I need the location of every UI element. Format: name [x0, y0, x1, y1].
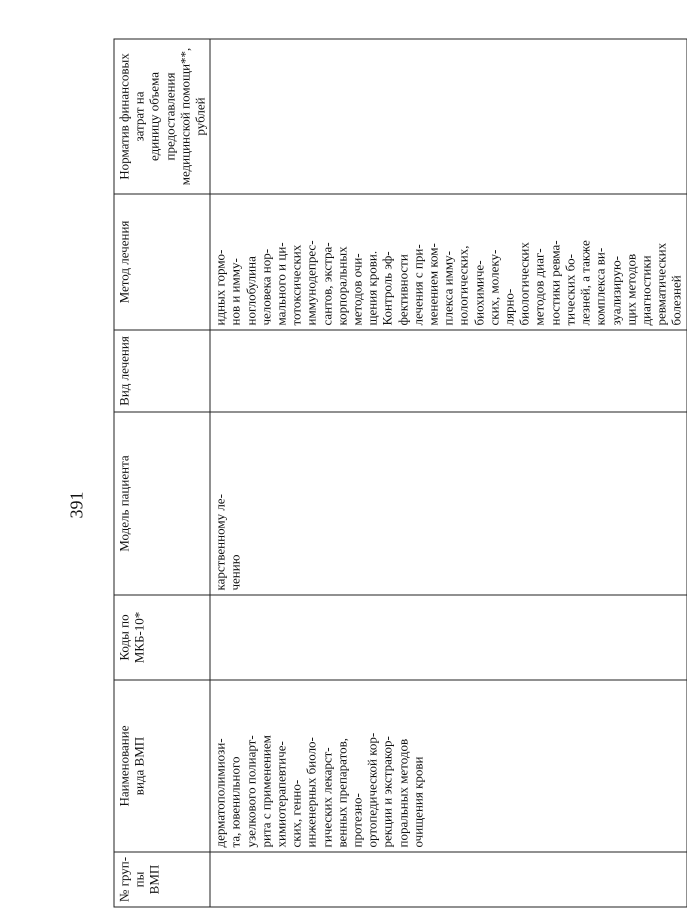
column-header-treatment-type: Вид лечения: [114, 330, 210, 412]
cell-treatment-type: [210, 330, 686, 412]
column-header-cost-norm: Норматив финансовых затрат на единицу объема предоставления медицинской помощи**, рублей: [114, 39, 210, 194]
column-header-patient-model: Модель пациента: [114, 412, 210, 595]
cell-vmp-name: дерматополимиози- та, ювенильного узелкового полиарт- рита с применением химиотерапевтиче- ских, генно- инженерных биоло- гических лекарст- венных препаратов, протезно- ортопедической кор- рекции и экстракор- поральных методов очищения крови: [210, 680, 686, 852]
column-header-vmp-name: Наименование вида ВМП: [114, 680, 210, 852]
column-header-treatment-method: Метод лечения: [114, 194, 210, 330]
column-header-icd-codes: Коды по МКБ-10*: [114, 595, 210, 680]
cell-cost-norm: [210, 39, 686, 194]
cell-patient-model: карственному ле- чению: [210, 412, 686, 595]
rotated-page: [64, 103, 564, 908]
table-header-row: [114, 39, 210, 907]
cell-treatment-method: идных гормо- нов и имму- ноглобулина человека нор- мального и ци- тотоксических иммунодепрес- сантов, экстра- корпоральных методов очи- щения крови. Контроль эф- фективности лечения с при- менением ком- плекса имму- нологических, биохимиче- ских, молеку- лярно- биологических методов диаг- ностики ревма- тических бо- лезней, а также комплекса ви- зуализирую- щих методов диагностики ревматических болезней: [210, 194, 686, 330]
column-header-group-no: № груп- пы ВМП: [114, 852, 210, 907]
table-row: [210, 39, 686, 907]
cell-icd-codes: [210, 595, 686, 680]
cell-group-no: [210, 852, 686, 907]
page-number: 391: [64, 103, 114, 908]
vmp-table: [114, 39, 687, 908]
